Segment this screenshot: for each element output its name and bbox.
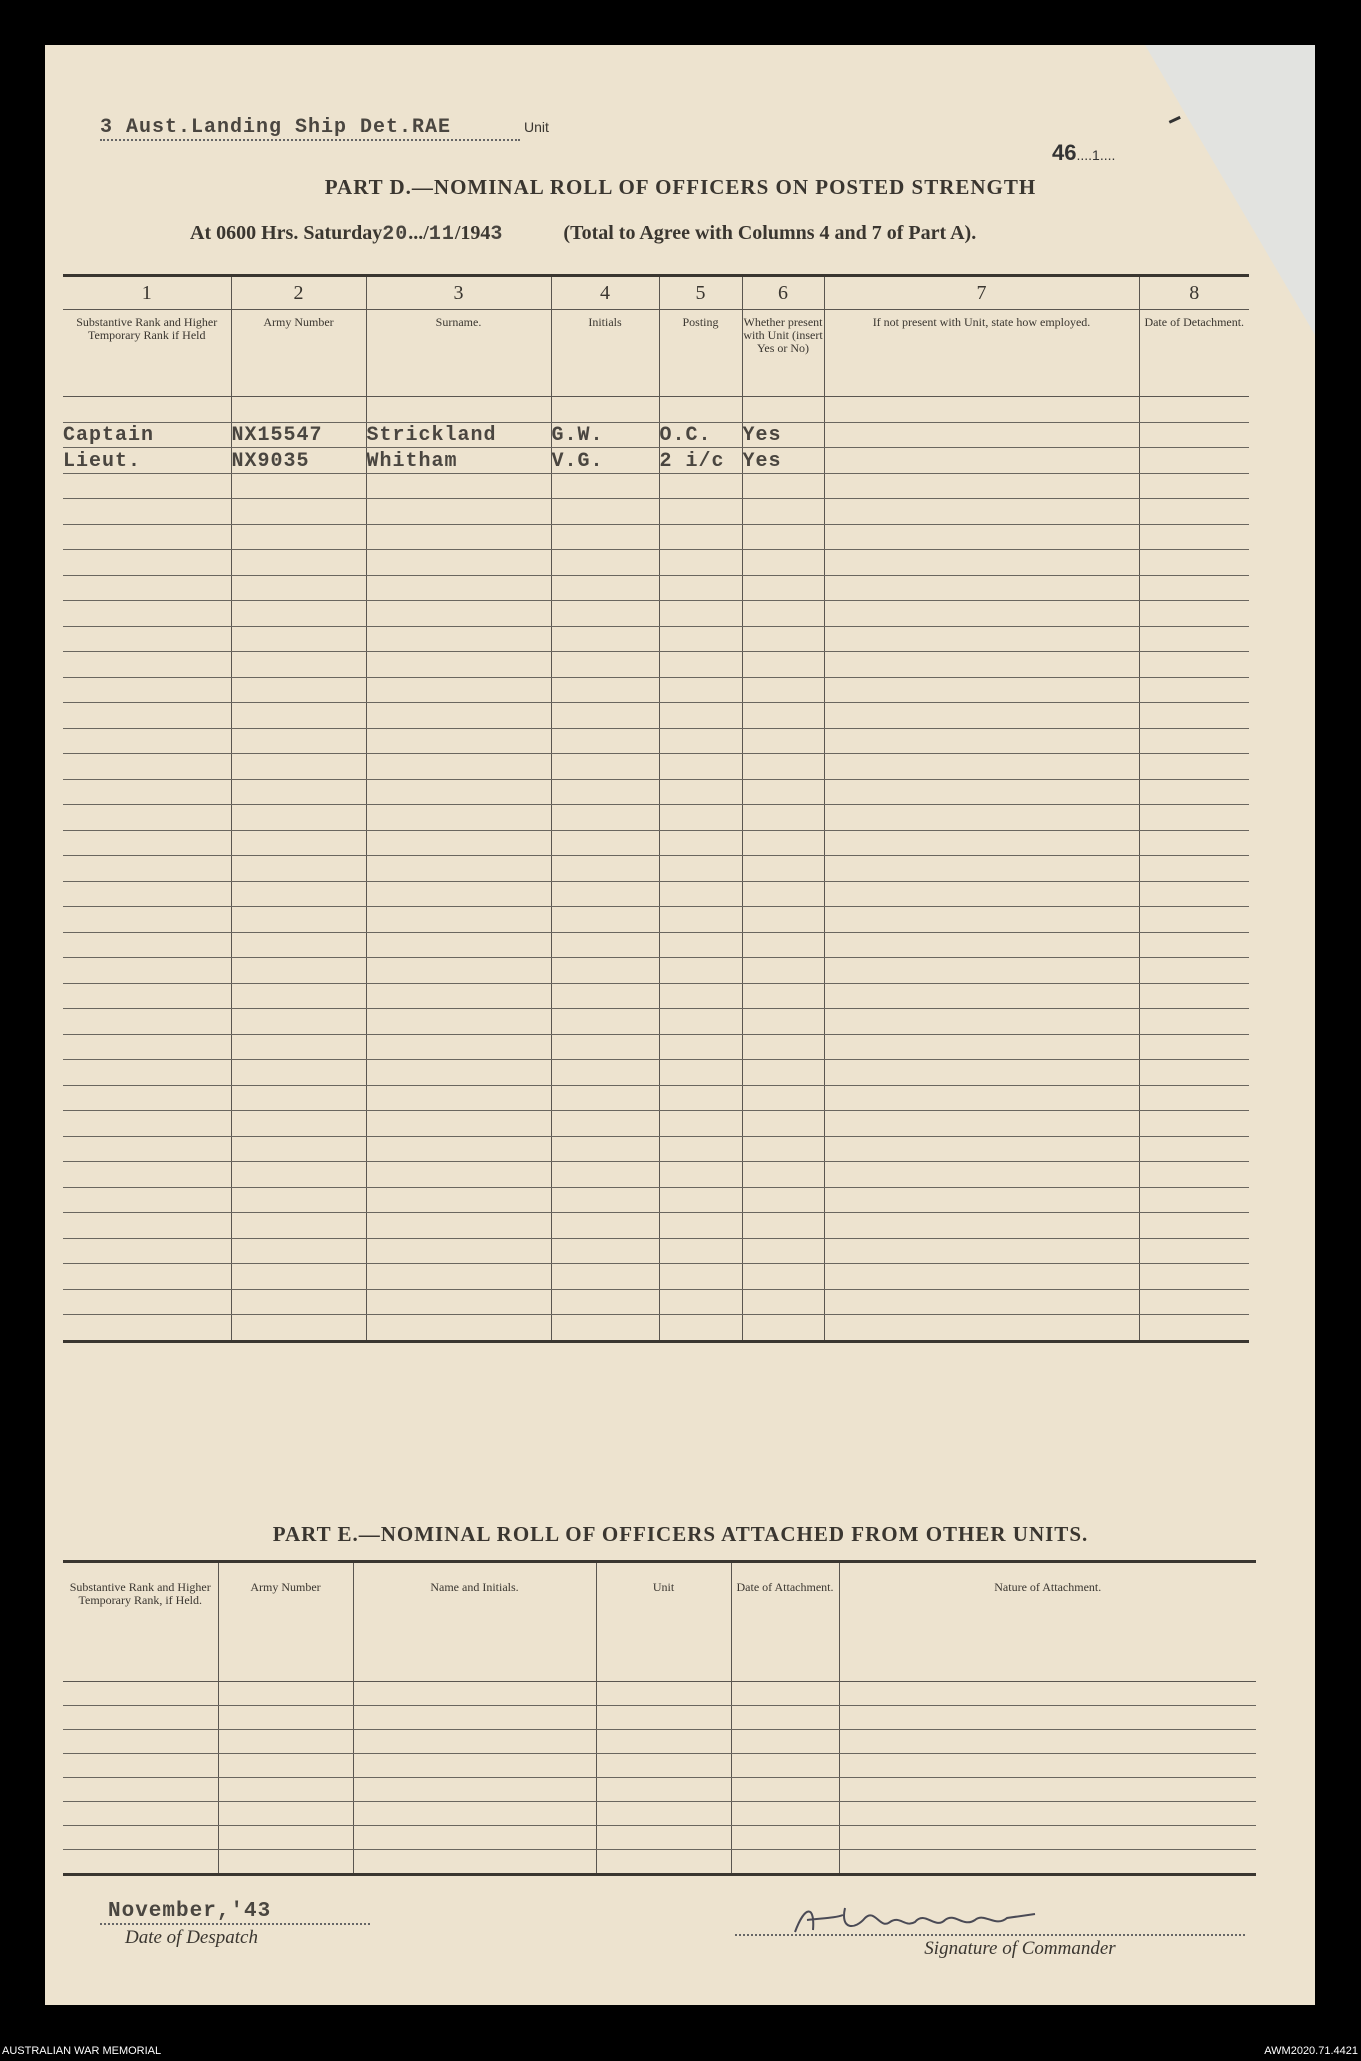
col-number: 7 xyxy=(824,276,1139,310)
table-row xyxy=(63,1682,1256,1706)
page-number: 46....1.... xyxy=(1052,140,1116,165)
table-row xyxy=(63,1778,1256,1802)
despatch-block xyxy=(100,1900,370,1949)
table-row xyxy=(63,1289,1249,1315)
credit-right: AWM2020.71.4421 xyxy=(1264,2045,1358,2057)
date-year-digit: 3 xyxy=(490,223,504,246)
table-row xyxy=(63,754,1249,780)
col-header-employment: If not present with Unit, state how employed. xyxy=(824,310,1139,397)
col-number: 2 xyxy=(231,276,366,310)
table-row xyxy=(63,1162,1249,1188)
col-header-surname: Surname. xyxy=(366,310,551,397)
date-month: 11 xyxy=(428,223,455,246)
part-e-table xyxy=(63,1560,1256,1876)
date-line: At 0600 Hrs. Saturday20.../11/1943 (Total to Agree with Columns 4 and 7 of Part A). xyxy=(190,222,977,246)
col-number: 5 xyxy=(659,276,742,310)
col-header-army-number: Army Number xyxy=(231,310,366,397)
col-number: 4 xyxy=(551,276,659,310)
table-row xyxy=(63,422,1249,448)
table-row xyxy=(63,1136,1249,1162)
cell-rank: Lieut. xyxy=(63,448,231,474)
date-day: 20 xyxy=(382,223,409,246)
table-row xyxy=(63,830,1249,856)
table-row xyxy=(63,1730,1256,1754)
table-row xyxy=(63,881,1249,907)
cell-surname: Strickland xyxy=(366,422,551,448)
table-row xyxy=(63,524,1249,550)
col-header-present: Whether present with Unit (insert Yes or No) xyxy=(742,310,824,397)
table-row xyxy=(63,958,1249,984)
table-row xyxy=(63,1111,1249,1137)
col-number: 6 xyxy=(742,276,824,310)
col-header-name: Name and Initials. xyxy=(353,1562,596,1682)
table-row xyxy=(63,1850,1256,1875)
table-row xyxy=(63,1802,1256,1826)
despatch-caption: Date of Despatch xyxy=(125,1927,258,1948)
col-number: 8 xyxy=(1139,276,1249,310)
col-header-rank: Substantive Rank and Higher Temporary Rank, if Held. xyxy=(63,1562,218,1682)
unit-line xyxy=(100,115,549,141)
table-row xyxy=(63,499,1249,525)
table-row xyxy=(63,677,1249,703)
table-row xyxy=(63,1754,1256,1778)
col-header-army-number: Army Number xyxy=(218,1562,353,1682)
table-row xyxy=(63,703,1249,729)
col-header-unit: Unit xyxy=(596,1562,731,1682)
table-row xyxy=(63,983,1249,1009)
cell-army-number: NX15547 xyxy=(231,422,366,448)
col-header-rank: Substantive Rank and Higher Temporary Rank if Held xyxy=(63,310,231,397)
unit-value: 3 Aust.Landing Ship Det.RAE xyxy=(100,116,520,141)
unit-label: Unit xyxy=(524,119,549,135)
table-row xyxy=(63,1187,1249,1213)
col-number: 3 xyxy=(366,276,551,310)
table-row xyxy=(63,575,1249,601)
cell-initials: V.G. xyxy=(551,448,659,474)
table-row xyxy=(63,1826,1256,1850)
table-row xyxy=(63,473,1249,499)
table-row xyxy=(63,932,1249,958)
col-header-posting: Posting xyxy=(659,310,742,397)
col-header-initials: Initials xyxy=(551,310,659,397)
part-e-title: PART E.—NOMINAL ROLL OF OFFICERS ATTACHED FROM OTHER UNITS. xyxy=(272,1522,1089,1546)
table-row xyxy=(63,1315,1249,1342)
table-row xyxy=(63,1060,1249,1086)
table-row xyxy=(63,1264,1249,1290)
credit-left: AUSTRALIAN WAR MEMORIAL xyxy=(2,2045,162,2057)
col-header-attachment-nature: Nature of Attachment. xyxy=(839,1562,1256,1682)
despatch-date: November,'43 xyxy=(100,1900,370,1925)
table-row xyxy=(63,550,1249,576)
table-row xyxy=(63,779,1249,805)
signature-block xyxy=(735,1900,1245,1960)
cell-rank: Captain xyxy=(63,422,231,448)
cell-posting: 2 i/c xyxy=(659,448,742,474)
table-row xyxy=(63,856,1249,882)
table-row xyxy=(63,1213,1249,1239)
cell-present: Yes xyxy=(742,422,824,448)
table-row xyxy=(63,1238,1249,1264)
col-header-detachment: Date of Detachment. xyxy=(1139,310,1249,397)
cell-army-number: NX9035 xyxy=(231,448,366,474)
table-row xyxy=(63,1009,1249,1035)
table-row xyxy=(63,907,1249,933)
part-d-title: PART D.—NOMINAL ROLL OF OFFICERS ON POSTED STRENGTH xyxy=(324,175,1037,199)
table-row xyxy=(63,652,1249,678)
signature-caption: Signature of Commander xyxy=(924,1938,1116,1959)
cell-initials: G.W. xyxy=(551,422,659,448)
cell-surname: Whitham xyxy=(366,448,551,474)
cell-posting: O.C. xyxy=(659,422,742,448)
table-row xyxy=(63,601,1249,627)
col-number: 1 xyxy=(63,276,231,310)
table-row xyxy=(63,397,1249,423)
cell-present: Yes xyxy=(742,448,824,474)
table-row xyxy=(63,805,1249,831)
part-d-table xyxy=(63,274,1249,1343)
table-row xyxy=(63,626,1249,652)
table-row xyxy=(63,728,1249,754)
table-row xyxy=(63,1034,1249,1060)
table-row xyxy=(63,1085,1249,1111)
table-row xyxy=(63,448,1249,474)
table-row xyxy=(63,1706,1256,1730)
col-header-attachment-date: Date of Attachment. xyxy=(731,1562,839,1682)
